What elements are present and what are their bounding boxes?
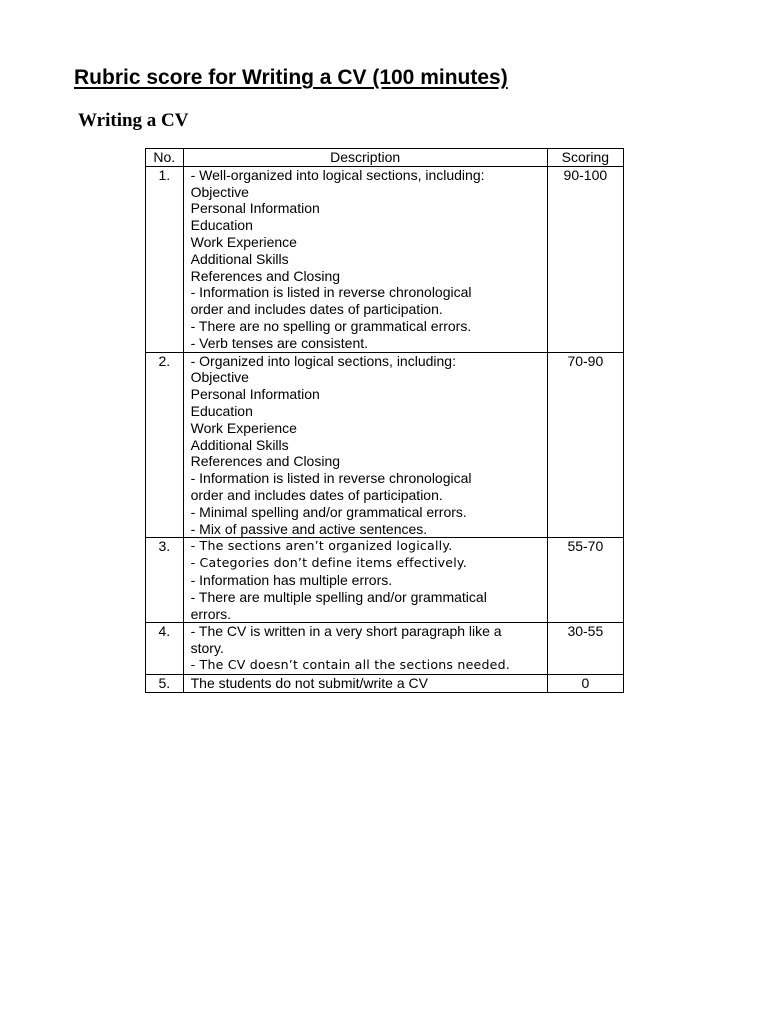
description-line: - There are multiple spelling and/or grammatical (190, 588, 487, 605)
description-line: Work Experience (190, 233, 297, 250)
description-line: Personal Information (190, 200, 320, 217)
page-title: Rubric score for Writing a CV (100 minutes) (74, 66, 508, 89)
row-number: 4. (146, 623, 184, 674)
row-description (183, 538, 547, 623)
description-line: Objective (190, 369, 249, 386)
row-number: 2. (146, 352, 184, 538)
description-line: - Categories don’t define items effectively. (190, 555, 467, 571)
description-line: - Mix of passive and active sentences. (190, 520, 428, 537)
description-line: - The CV doesn’t contain all the sections needed. (190, 656, 511, 672)
rubric-body (146, 166, 624, 692)
description-line: Additional Skills (190, 436, 289, 453)
description-line: - Verb tenses are consistent. (190, 334, 369, 351)
column-header-description: Description (183, 149, 547, 167)
column-header-scoring: Scoring (547, 149, 623, 167)
table-row (146, 166, 624, 352)
row-score: 30-55 (547, 623, 623, 674)
rubric-table (145, 148, 624, 693)
description-line: Personal Information (190, 386, 320, 403)
description-line: - The sections aren’t organized logically. (190, 538, 453, 554)
description-line: errors. (190, 605, 232, 622)
description-line: - Organized into logical sections, including: (190, 352, 456, 369)
description-line: References and Closing (190, 267, 341, 284)
description-line: Education (190, 217, 253, 234)
description-line: story. (190, 640, 224, 657)
row-score: 70-90 (547, 352, 623, 538)
description-line: - Information is listed in reverse chronological (190, 470, 472, 487)
column-header-no: No. (146, 149, 184, 167)
row-score: 55-70 (547, 538, 623, 623)
description-line: order and includes dates of participation. (190, 486, 443, 503)
row-description (183, 623, 547, 674)
description-line: Objective (190, 183, 249, 200)
description-line: - Information is listed in reverse chronological (190, 284, 472, 301)
description-line: Education (190, 402, 253, 419)
row-number: 1. (146, 166, 184, 352)
description-line: - There are no spelling or grammatical errors. (190, 317, 472, 334)
description-line: Work Experience (190, 419, 297, 436)
description-line: order and includes dates of participation. (190, 301, 443, 318)
row-number: 5. (146, 674, 184, 692)
description-line: - Minimal spelling and/or grammatical errors. (190, 503, 467, 520)
table-header-row (146, 149, 624, 167)
description-line: - Information has multiple errors. (190, 571, 393, 588)
row-number: 3. (146, 538, 184, 623)
description-line: - The CV is written in a very short paragraph like a (190, 623, 502, 640)
description-line: References and Closing (190, 453, 341, 470)
row-description (183, 352, 547, 538)
table-row (146, 674, 624, 692)
description-line: The students do not submit/write a CV (190, 674, 428, 691)
description-line: - Well-organized into logical sections, including: (190, 166, 485, 183)
row-description (183, 674, 547, 692)
row-description (183, 166, 547, 352)
row-score: 0 (547, 674, 623, 692)
table-row (146, 623, 624, 674)
table-row (146, 352, 624, 538)
table-row (146, 538, 624, 623)
row-score: 90-100 (547, 166, 623, 352)
description-line: Additional Skills (190, 250, 289, 267)
section-heading: Writing a CV (78, 110, 189, 131)
